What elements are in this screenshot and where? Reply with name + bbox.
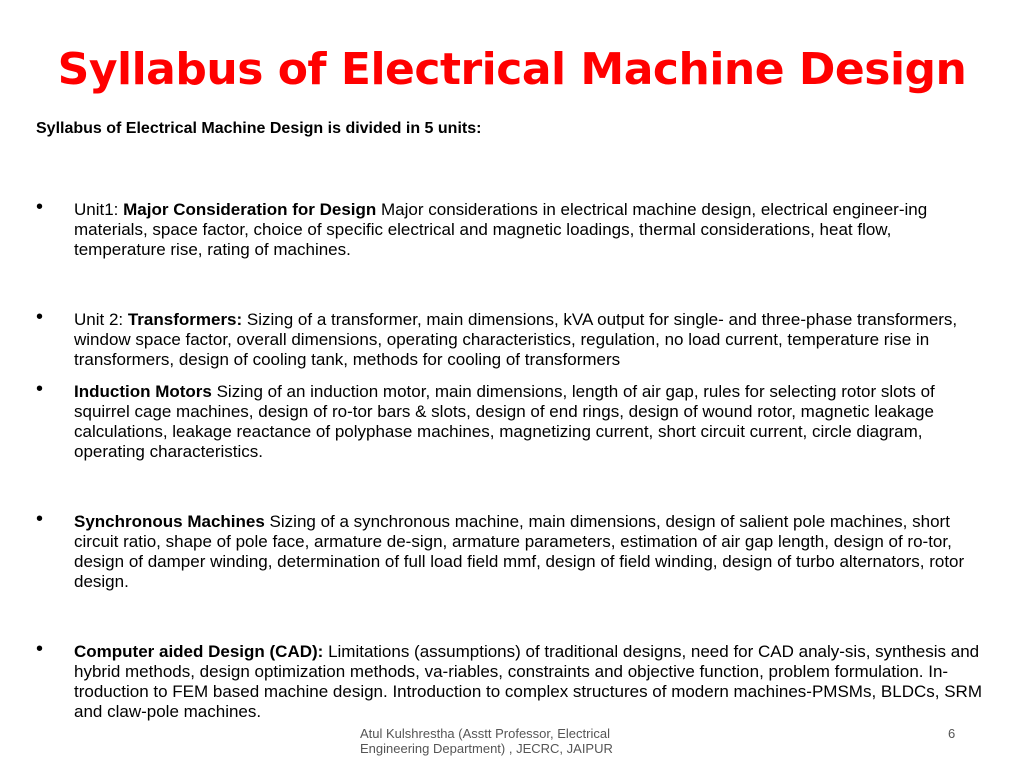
unit-heading: Induction Motors: [74, 382, 212, 401]
slide-title: Syllabus of Electrical Machine Design: [57, 44, 967, 95]
unit-description: Sizing of an induction motor, main dimensions, length of air gap, rules for selecting rotor slots of squirrel cage machines, design of ro-tor bars & slots, design of end rings, design of wound rotor, magnetic leakage calculations, leakage reactance of polyphase machines, magnetizing current, short circuit current, circle diagram, operating characteristics.: [74, 382, 935, 461]
unit-heading: Transformers:: [127, 310, 243, 329]
footer-author: Atul Kulshrestha (Asstt Professor, Electrical Engineering Department) , JECRC, JAIPUR: [360, 726, 613, 756]
bullet-icon: •: [36, 508, 44, 530]
bullet-icon: •: [36, 638, 44, 660]
unit-prefix: Unit 2:: [74, 310, 128, 329]
unit-description: Sizing of a transformer, main dimensions, kVA output for single- and three-phase transformers, window space factor, overall dimensions, operating characteristics, regulation, no load current, temperature rise in transformers, design of cooling tank, methods for cooling of transformers: [74, 310, 958, 369]
unit-description: Sizing of a synchronous machine, main dimensions, design of salient pole machines, short circuit ratio, shape of pole face, armature de-sign, armature parameters, estimation of air gap length, design of ro-tor, design of damper winding, determination of full load field mmf, design of field winding, design of turbo alternators, rotor design.: [74, 512, 965, 591]
list-item: [36, 306, 986, 370]
bullet-icon: •: [36, 306, 44, 328]
list-item: [36, 638, 986, 722]
bullet-icon: •: [36, 196, 44, 218]
unit-prefix: Unit1:: [74, 200, 124, 219]
unit-description: Limitations (assumptions) of traditional designs, need for CAD analy-sis, synthesis and hybrid methods, design optimization methods, va-riables, constraints and objective function, problem formulation. In-troduction to FEM based machine design. Introduction to complex structures of modern machines-PMSMs, BLDCs, SRM and claw-pole machines.: [74, 642, 982, 721]
bullet-icon: •: [36, 378, 44, 400]
list-item: [36, 196, 986, 260]
list-item: [36, 508, 986, 592]
page-number: 6: [948, 726, 956, 741]
list-item: [36, 378, 986, 462]
unit-heading: Major Consideration for Design: [123, 200, 377, 219]
intro-text: Syllabus of Electrical Machine Design is divided in 5 units:: [36, 120, 482, 137]
unit-heading: Synchronous Machines: [74, 512, 265, 531]
unit-heading: Computer aided Design (CAD):: [74, 642, 324, 661]
unit-description: Major considerations in electrical machine design, electrical engineer-ing materials, space factor, choice of specific electrical and magnetic loadings, thermal considerations, heat flow, temperature rise, rating of machines.: [74, 200, 928, 259]
